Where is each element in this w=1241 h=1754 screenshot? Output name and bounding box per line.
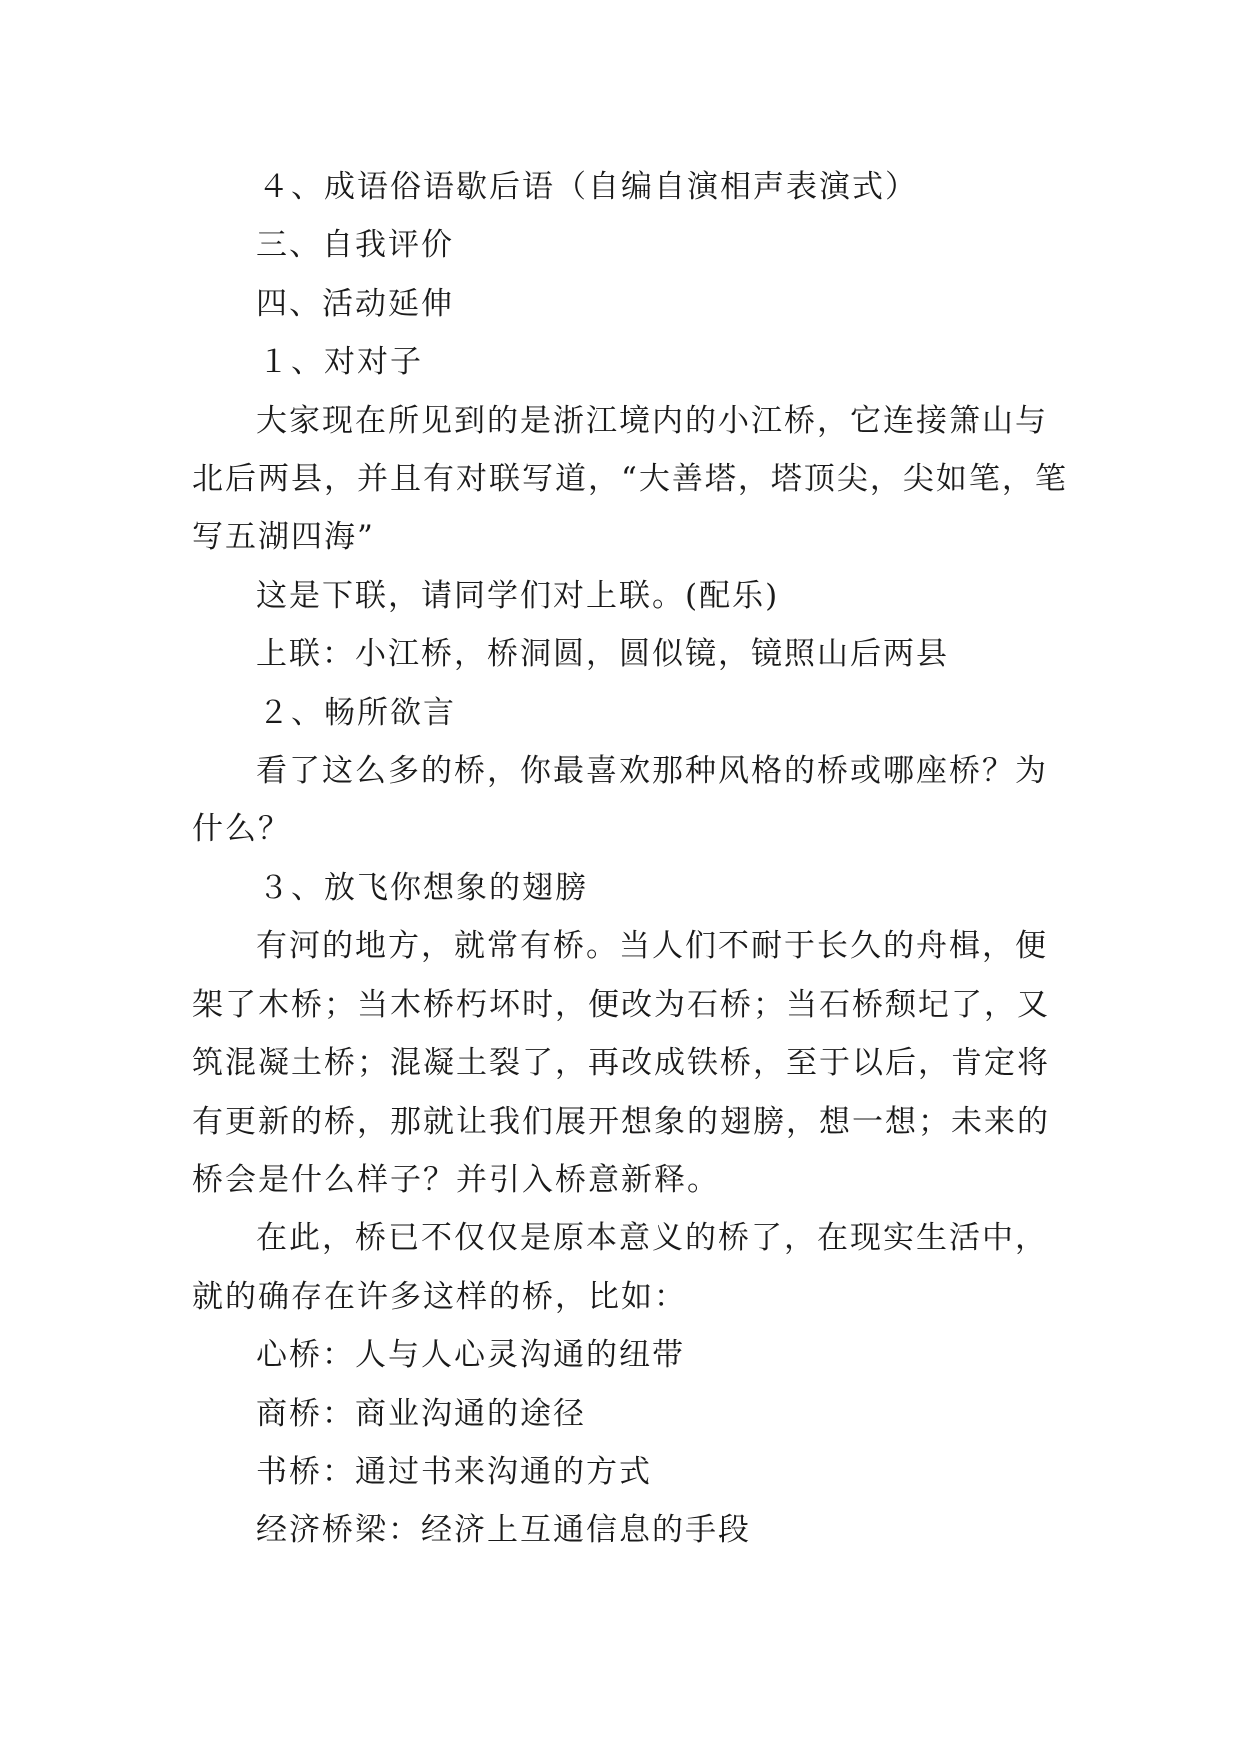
list-item-book-bridge: 书桥：通过书来沟通的方式 [256,1453,652,1490]
paragraph-second-line: 这是下联，请同学们对上联。(配乐) [256,577,780,614]
subheading-speak-freely: ２、畅所欲言 [258,694,456,731]
list-item-heart-bridge: 心桥：人与人心灵沟通的纽带 [256,1337,685,1374]
document-body [192,158,1072,1560]
list-item-economic-bridge: 经济桥梁：经济上互通信息的手段 [256,1512,751,1549]
paragraph-history-of-bridges: 有河的地方，就常有桥。当人们不耐于长久的舟楫，便架了木桥；当木桥朽坏时，便改为石桥；当石桥颓圮了，又筑混凝土桥；混凝土裂了，再改成铁桥，至于以后，肯定将有更新的桥，那就让我们展开想象的翅膀，想一想；未来的桥会是什么样子？并引入桥意新释。 [192,928,1050,1198]
list-item-business-bridge: 商桥：商业沟通的途径 [256,1395,586,1432]
paragraph-xiaojiang-bridge: 大家现在所见到的是浙江境内的小江桥，它连接箫山与北后两县，并且有对联写道，“大善塔，塔顶尖，尖如笔，笔写五湖四海” [192,402,1068,556]
paragraph-first-line: 上联：小江桥，桥洞圆，圆似镜，镜照山后两县 [256,636,949,673]
heading-self-evaluation: 三、自我评价 [256,227,454,264]
subheading-couplets: １、对对子 [258,344,423,381]
heading-activity-extension: 四、活动延伸 [256,285,454,322]
paragraph-idioms-performance: ４、成语俗语歇后语（自编自演相声表演式） [258,169,918,205]
paragraph-bridge-meaning: 在此，桥已不仅仅是原本意义的桥了，在现实生活中，就的确存在许多这样的桥，比如： [192,1220,1048,1315]
subheading-imagination: ３、放飞你想象的翅膀 [258,869,588,906]
paragraph-favorite-bridge: 看了这么多的桥，你最喜欢那种风格的桥或哪座桥？为什么？ [192,753,1048,848]
